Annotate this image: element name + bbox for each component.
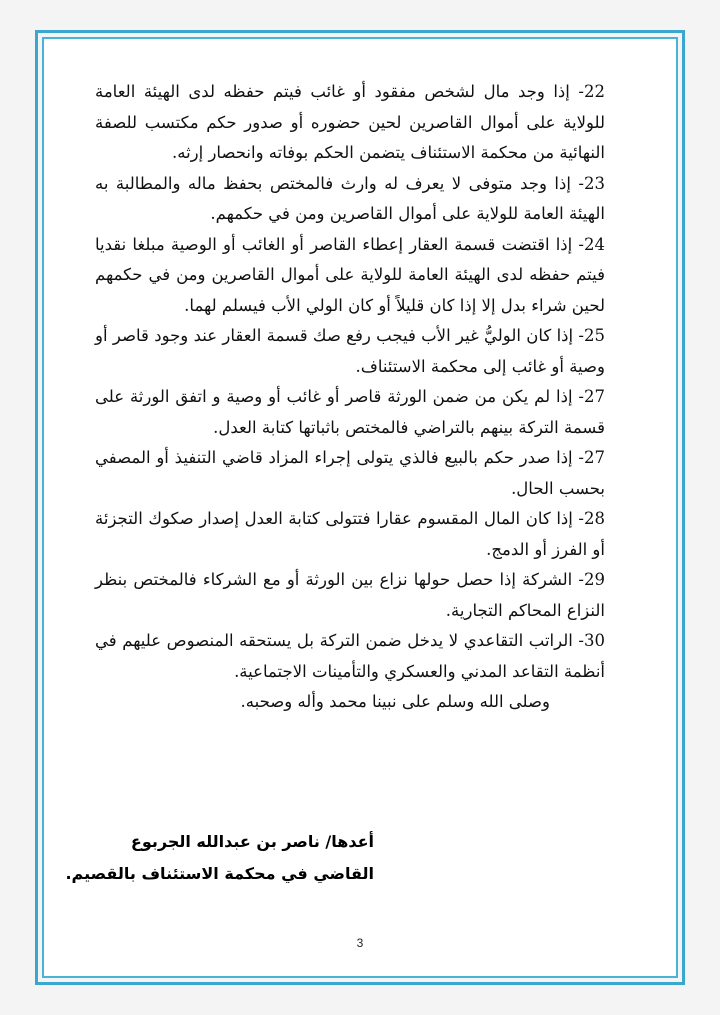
clause-28: 28- إذا كان المال المقسوم عقارا فتتولى كتابة العدل إصدار صكوك التجزئة أو الفرز أو الدمج. [95,509,605,559]
signature-author: أعدها/ ناصر بن عبدالله الجربوع [130,832,374,851]
clause-29: 29- الشركة إذا حصل حولها نزاع بين الورثة أو مع الشركاء فالمختص بنظر النزاع المحاكم التجارية. [95,570,605,620]
closing-prayer: وصلى الله وسلم على نبينا محمد وأله وصحبه. [240,692,550,711]
document-body [95,77,605,718]
clause-24: 24- إذا اقتضت قسمة العقار إعطاء القاصر أو الغائب أو الوصية مبلغا نقديا فيتم حفظه لدى الهيئة العامة للولاية على أموال القاصرين ومن في حكمهم لحين شراء بدل إلا إذا كان قليلاً أو كان الولي الأب فيسلم لهما. [95,234,605,315]
page-number: 3 [356,936,364,950]
clause-25: 25- إذا كان الوليُّ غير الأب فيجب رفع صك قسمة العقار عند وجود قاصر أو وصية أو غائب إلى محكمة الاستئناف. [95,326,605,376]
signature-title: القاضي في محكمة الاستئناف بالقصيم. [65,864,374,883]
clause-23: 23- إذا وجد متوفى لا يعرف له وارث فالمختص بحفظ ماله والمطالبة به الهيئة العامة للولاية على أموال القاصرين ومن في حكمهم. [95,173,605,223]
clause-27a: 27- إذا لم يكن من ضمن الورثة قاصر أو غائب أو وصية و اتفق الورثة على قسمة التركة بينهم بالتراضي فالمختص باثباتها كتابة العدل. [95,387,605,437]
clause-22: 22- إذا وجد مال لشخص مفقود أو غائب فيتم حفظه لدى الهيئة العامة للولاية على أموال القاصرين لحين حضوره أو صدور حكم مكتسب للصفة النهائية من محكمة الاستئناف يتضمن الحكم بوفاته وانحصار إرثه. [95,82,605,162]
signature-block [65,826,374,890]
clause-30: 30- الراتب التقاعدي لا يدخل ضمن التركة بل يستحقه المنصوص عليهم في أنظمة التقاعد المدني والعسكري والتأمينات الاجتماعية. [95,631,605,681]
clause-27b: 27- إذا صدر حكم بالبيع فالذي يتولى إجراء المزاد قاضي التنفيذ أو المصفي بحسب الحال. [95,448,605,498]
